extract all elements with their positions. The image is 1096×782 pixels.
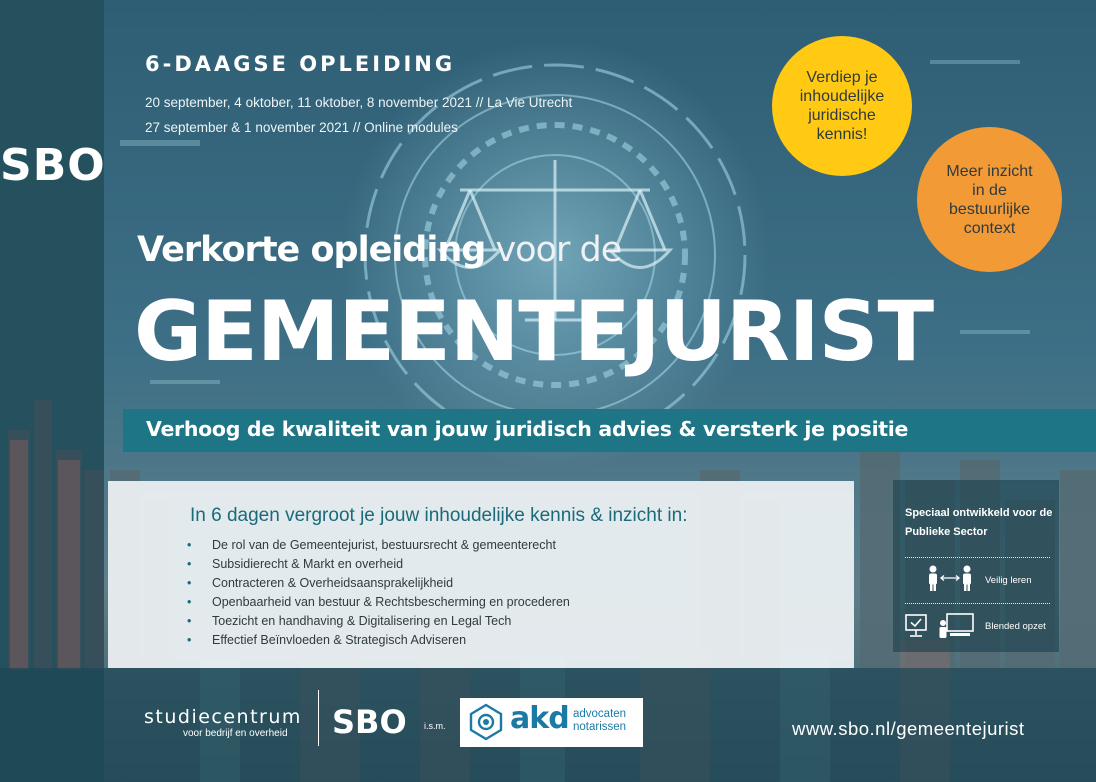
list-item: • Openbaarheid van bestuur & Rechtsbescherming en procederen [187,593,570,612]
list-item: • Toezicht en handhaving & Digitalisering en Legal Tech [187,612,570,631]
list-item: • Subsidierecht & Markt en overheid [187,555,570,574]
list-item: • Effectief Beïnvloeden & Strategisch Adviseren [187,631,570,650]
topics-list [187,536,570,650]
badge-yellow-text: Verdiep je inhoudelijke juridische kennis! [799,69,885,143]
side-sbo-text: SBO [0,140,106,191]
list-item: • Contracteren & Overheidsaansprakelijkheid [187,574,570,593]
dates-line-1: 20 september, 4 oktober, 11 oktober, 8 november 2021 // La Vie Utrecht [145,95,573,110]
akd-subtitle: advocaten notarissen [573,708,627,733]
distance-people-icon [905,565,985,591]
blended-learning-icon [905,613,985,639]
dates-line-2: 27 september & 1 november 2021 // Online modules [145,120,458,135]
subtitle-rest: voor de [485,230,622,270]
badge-orange [917,127,1062,272]
studiecentrum-tagline: voor bedrijf en overheid [183,728,288,739]
badge-orange-text: Meer inzicht in de bestuurlijke context [946,162,1033,237]
logo-divider [318,690,319,746]
akd-emblem-icon [468,703,504,741]
divider [905,557,1050,558]
main-title: GEMEENTEJURIST [134,283,934,380]
studiecentrum-logo: studiecentrum [144,706,302,728]
subtitle-bold: Verkorte opleiding [137,230,486,270]
tagline-text: Verhoog de kwaliteit van jouw juridisch advies & versterk je positie [146,417,909,441]
akd-name: akd [510,701,569,736]
in-collaboration-label: i.s.m. [424,721,446,731]
panel-heading: In 6 dagen vergroot je jouw inhoudelijke kennis & inzicht in: [190,505,688,526]
website-link[interactable]: www.sbo.nl/gemeentejurist [792,718,1025,739]
side-sbo-logo [0,140,106,191]
feature-label-safe: Veilig leren [985,575,1032,586]
divider [905,603,1050,604]
badge-yellow [772,36,912,176]
sbo-logo: SBO [332,703,407,741]
feature-label-blended: Blended opzet [985,621,1046,632]
subtitle [137,230,621,270]
course-duration-label: 6-DAAGSE OPLEIDING [145,52,456,76]
public-sector-title: Speciaal ontwikkeld voor de Publieke Sector [905,507,1053,538]
list-item: • De rol van de Gemeentejurist, bestuursrecht & gemeenterecht [187,536,570,555]
